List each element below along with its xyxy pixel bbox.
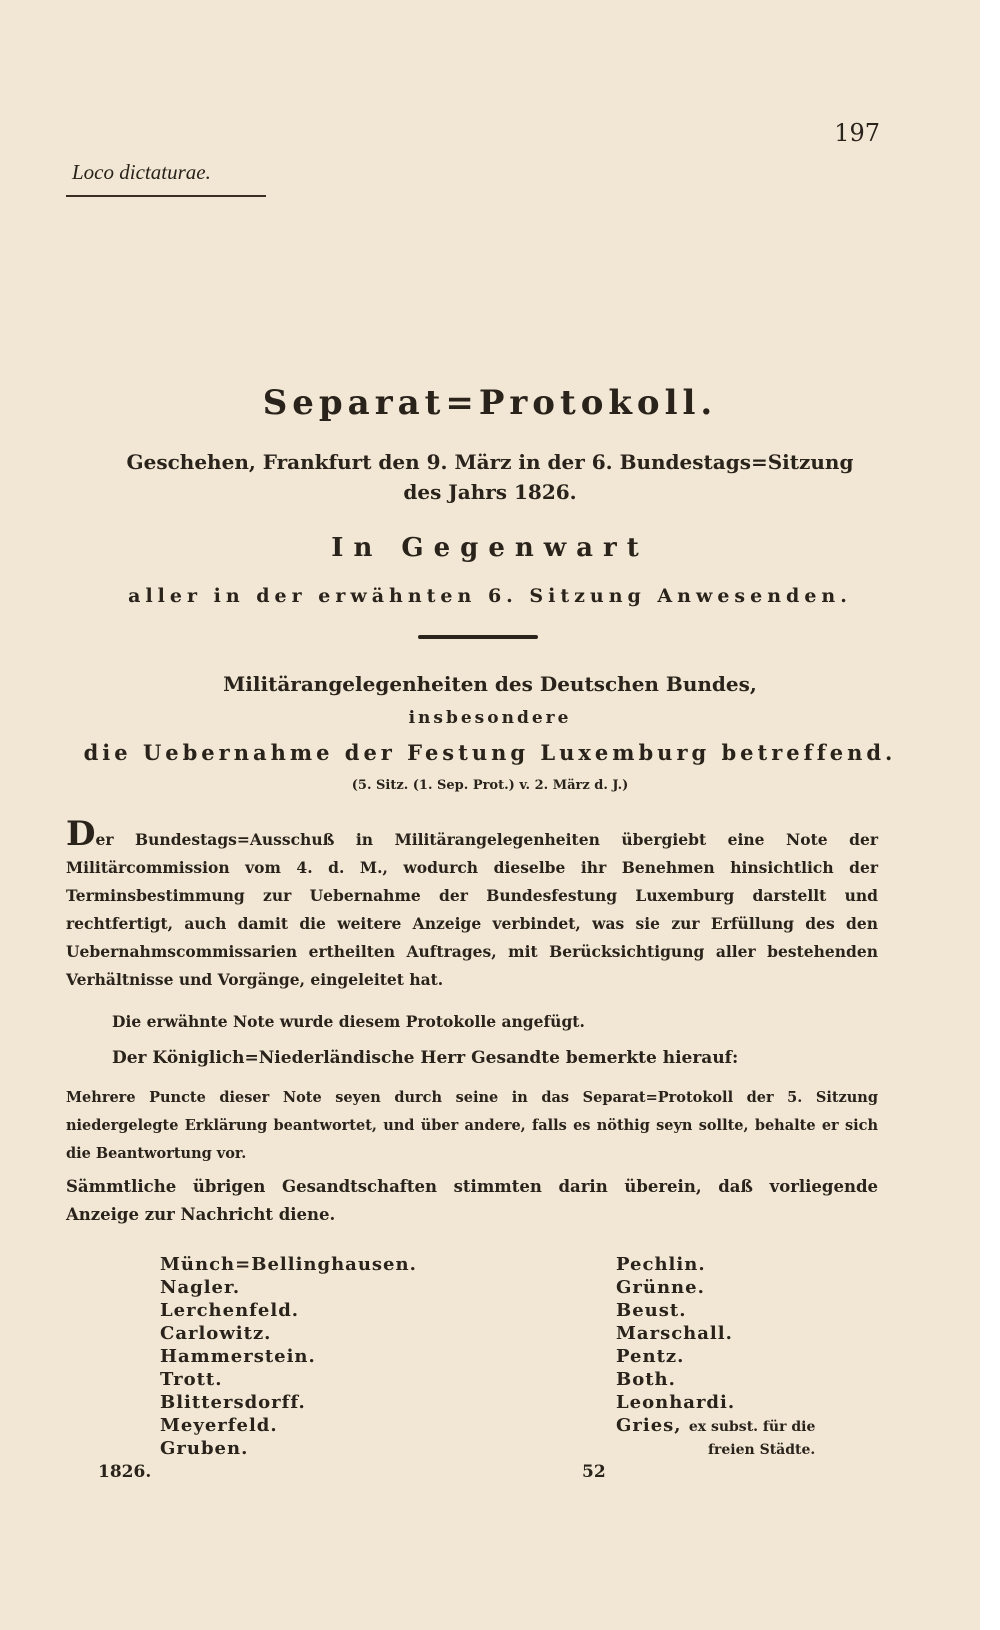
presence-heading: In Gegenwart bbox=[331, 533, 649, 563]
signature: Münch=Bellinghausen. bbox=[160, 1254, 417, 1275]
drop-cap: D bbox=[66, 814, 96, 854]
footer-sheet-number: 52 bbox=[582, 1462, 606, 1482]
signature: Trott. bbox=[160, 1369, 223, 1390]
signature-note: ex subst. für die bbox=[688, 1419, 816, 1435]
paragraph-committee-note bbox=[66, 814, 878, 994]
page-margin-strip bbox=[980, 0, 1000, 1630]
section-divider bbox=[418, 635, 538, 639]
signature: Pechlin. bbox=[616, 1254, 706, 1275]
signature: Blittersdorff. bbox=[160, 1392, 306, 1413]
page-number: 197 bbox=[834, 119, 880, 147]
header-note: Loco dictaturae. bbox=[72, 160, 211, 184]
signature: Nagler. bbox=[160, 1277, 241, 1298]
topic-line2: insbesondere bbox=[408, 708, 572, 728]
paragraph-committee-text: er Bundestags=Ausschuß in Militärangelegenheiten übergiebt eine Note der Militärcommission vom 4. d. M., wodurch dieselbe ihr Benehmen hinsichtlich der Terminsbestimmung zur Uebernahme der Bundesfestung Luxemburg darstellt und rechtfertigt, auch damit die weitere Anzeige verbindet, was sie zur Erfüllung des den Uebernahmscommissarien ertheilten Auftrages, mit Berücksichtigung aller bestehenden Verhältnisse und Vorgänge, eingeleitet hat. bbox=[66, 830, 878, 989]
signature: Grünne. bbox=[616, 1277, 705, 1298]
document-title: Separat=Protokoll. bbox=[262, 383, 718, 423]
signature: Beust. bbox=[616, 1300, 687, 1321]
signature: Meyerfeld. bbox=[160, 1415, 278, 1436]
presence-text: aller in der erwähnten 6. Sitzung Anwesenden. bbox=[128, 585, 852, 607]
signatures-left bbox=[160, 1253, 417, 1460]
signature-gries bbox=[616, 1414, 815, 1439]
signature: Leonhardi. bbox=[616, 1392, 736, 1413]
signature-name: Gries, bbox=[616, 1415, 682, 1436]
topic-line1: Militärangelegenheiten des Deutschen Bundes, bbox=[223, 672, 757, 696]
signature: Carlowitz. bbox=[160, 1323, 272, 1344]
signature: Lerchenfeld. bbox=[160, 1300, 300, 1321]
signature: Gruben. bbox=[160, 1438, 249, 1459]
paragraph-dutch-envoy: Der Königlich=Niederländische Herr Gesandte bemerkte hierauf: bbox=[112, 1048, 739, 1068]
signature: Pentz. bbox=[616, 1346, 685, 1367]
signature: Hammerstein. bbox=[160, 1346, 316, 1367]
footer-year: 1826. bbox=[98, 1462, 152, 1482]
paragraph-dutch-statement: Mehrere Puncte dieser Note seyen durch seine in das Separat=Protokoll der 5. Sitzung niedergelegte Erklärung beantwortet, und über andere, falls es nöthig seyn sollte, behalte er sich die Beantwortung vor. bbox=[66, 1089, 878, 1162]
paragraph-note-attached: Die erwähnte Note wurde diesem Protokolle angefügt. bbox=[112, 1012, 585, 1031]
paragraph-other-delegations: Sämmtliche übrigen Gesandtschaften stimmten darin überein, daß vorliegende Anzeige zur Nachricht diene. bbox=[66, 1177, 878, 1224]
signature: Marschall. bbox=[616, 1323, 733, 1344]
signatures-right bbox=[616, 1253, 815, 1462]
signature: Both. bbox=[616, 1369, 676, 1390]
dateline-line1: Geschehen, Frankfurt den 9. März in der 6. Bundestags=Sitzung bbox=[126, 450, 854, 474]
header-rule bbox=[66, 195, 266, 197]
topic-reference: (5. Sitz. (1. Sep. Prot.) v. 2. März d. J.) bbox=[351, 778, 629, 793]
signature-note-continued: freien Städte. bbox=[708, 1442, 816, 1458]
dateline-line2: des Jahrs 1826. bbox=[403, 480, 577, 504]
topic-line3: die Uebernahme der Festung Luxemburg betreffend. bbox=[83, 740, 897, 765]
